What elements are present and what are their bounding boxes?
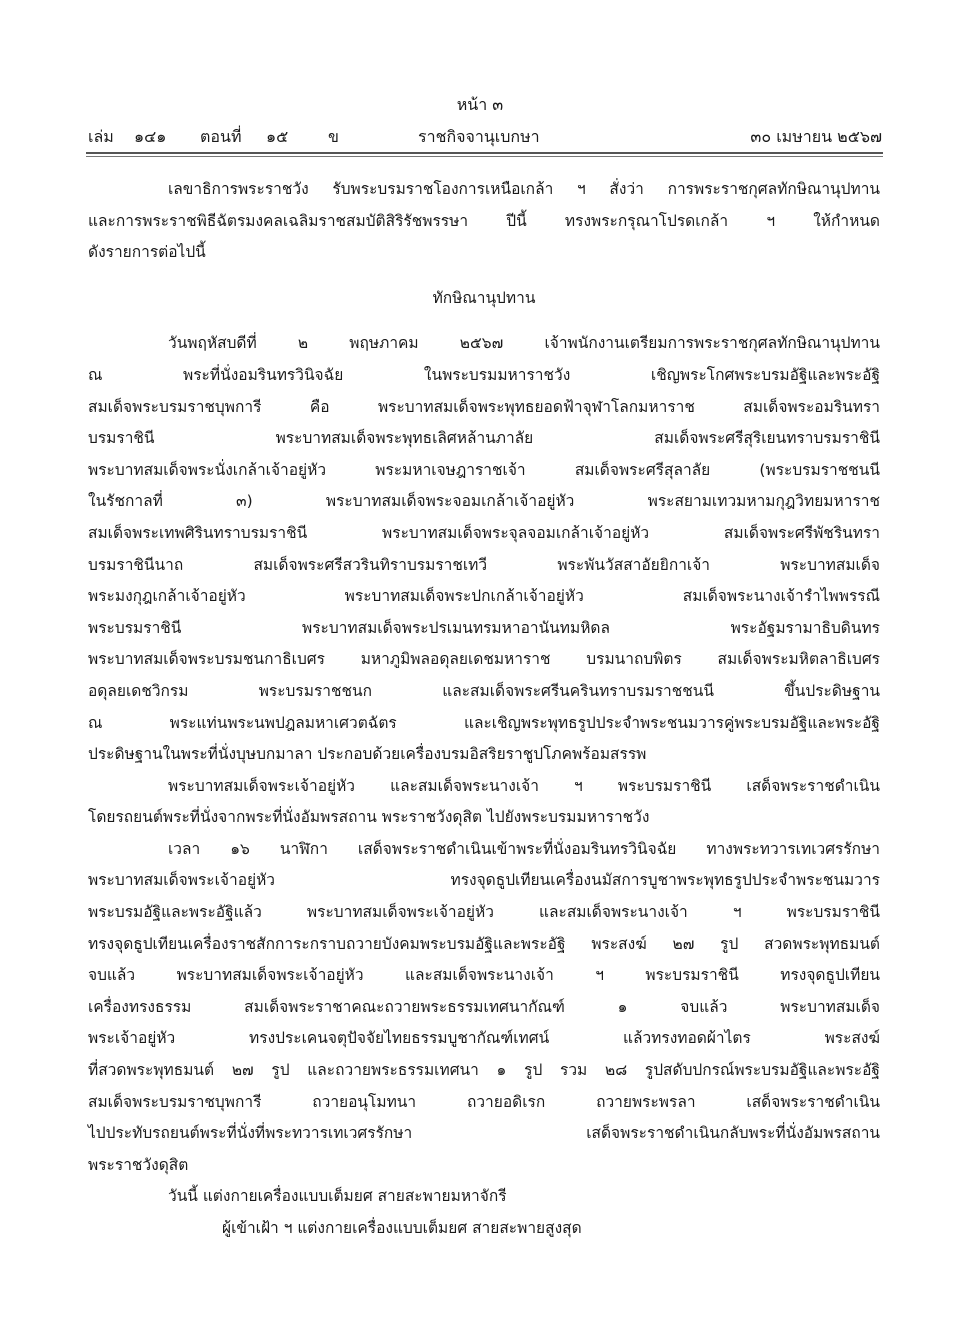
gazette-header <box>88 126 882 148</box>
paragraph-royal-procession <box>88 771 880 834</box>
text-line: อดุลยเดชวิกรม พระบรมราชชนก และสมเด็จพระศรีนครินทราบรมราชชนนี ขึ้นประดิษฐาน <box>88 681 880 700</box>
dress-code-today: วันนี้ แต่งกายเครื่องแบบเต็มยศ สายสะพายมหาจักรี <box>168 1187 507 1206</box>
document-body <box>88 174 880 1245</box>
publication-date: ๓๐ เมษายน ๒๕๖๗ <box>750 127 882 146</box>
text-line: เลขาธิการพระราชวัง รับพระบรมราชโองการเหนือเกล้า ฯ สั่งว่า การพระราชกุศลทักษิณานุปทาน <box>168 180 880 198</box>
volume-label: เล่ม <box>88 127 114 146</box>
text-line: ประดิษฐานในพระที่นั่งบุษบกมาลา ประกอบด้วยเครื่องบรมอิสริยราชูปโภคพร้อมสรรพ <box>88 745 647 764</box>
text-line: พระเจ้าอยู่หัว ทรงประเคนจตุปัจจัยไทยธรรมบูชากัณฑ์เทศน์ แล้วทรงทอดผ้าไตร พระสงฆ์ <box>88 1029 880 1048</box>
section-title: ทักษิณานุปทาน <box>432 288 536 307</box>
header-double-rule <box>86 152 883 157</box>
text-line: พระบาทสมเด็จพระบรมชนกาธิเบศร มหาภูมิพลอดุลยเดชมหาราช บรมนาถบพิตร สมเด็จพระมหิตลาธิเบศร <box>88 650 880 669</box>
issue-number: ๑๕ <box>266 127 289 146</box>
text-line: เครื่องทรงธรรม สมเด็จพระราชาคณะถวายพระธรรมเทศนากัณฑ์ ๑ จบแล้ว พระบาทสมเด็จ <box>88 997 880 1016</box>
text-line: สมเด็จพระบรมราชบุพการี คือ พระบาทสมเด็จพระพุทธยอดฟ้าจุฬาโลกมหาราช สมเด็จพระอมรินทรา <box>88 397 880 416</box>
issue-label: ตอนที่ <box>200 127 242 146</box>
text-line: พระราชวังดุสิต <box>88 1155 189 1174</box>
text-line: บรมราชินี พระบาทสมเด็จพระพุทธเลิศหล้านภาลัย สมเด็จพระศรีสุริเยนทราบรมราชินี <box>88 429 880 448</box>
section-letter: ข <box>328 127 339 146</box>
text-line: ในรัชกาลที่ ๓) พระบาทสมเด็จพระจอมเกล้าเจ้าอยู่หัว พระสยามเทวมหามกุฎวิทยมหาราช <box>88 492 880 511</box>
text-line: พระบาทสมเด็จพระเจ้าอยู่หัว ทรงจุดธูปเทียนเครื่องนมัสการบูชาพระพุทธรูปประจำพระชนมวาร <box>88 871 880 890</box>
text-line: ไปประทับรถยนต์พระที่นั่งที่พระทวารเทเวศรรักษา เสด็จพระราชดำเนินกลับพระที่นั่งอัมพรสถาน <box>88 1124 880 1143</box>
paragraph-ceremony-proceedings <box>88 834 880 1182</box>
text-line: สมเด็จพระบรมราชบุพการี ถวายอนุโมทนา ถวายอดิเรก ถวายพระพรลา เสด็จพระราชดำเนิน <box>88 1092 880 1111</box>
text-line: ณ พระที่นั่งอมรินทรวินิจฉัย ในพระบรมมหาราชวัง เชิญพระโกศพระบรมอัฐิและพระอัฐิ <box>88 365 880 384</box>
text-line: จบแล้ว พระบาทสมเด็จพระเจ้าอยู่หัว และสมเด็จพระนางเจ้า ฯ พระบรมราชินี ทรงจุดธูปเทียน <box>88 966 880 985</box>
text-line: ที่สวดพระพุทธมนต์ ๒๗ รูป และถวายพระธรรมเทศนา ๑ รูป รวม ๒๘ รูปสดับปกรณ์พระบรมอัฐิและพระอัฐิ <box>88 1061 880 1080</box>
page-number: หน้า ๓ <box>456 95 504 114</box>
dress-code-attendees: ผู้เข้าเฝ้า ฯ แต่งกายเครื่องแบบเต็มยศ สายสะพายสูงสุด <box>222 1219 582 1237</box>
text-line: บรมราชินีนาถ สมเด็จพระศรีสวรินทิราบรมราชเทวี พระพันวัสสาอัยยิกาเจ้า พระบาทสมเด็จ <box>88 555 880 574</box>
dress-code <box>88 1181 880 1244</box>
text-line: ณ พระแท่นพระนพปฎลมหาเศวตฉัตร และเชิญพระพุทธรูปประจำพระชนมวารคู่พระบรมอัฐิและพระอัฐิ <box>88 713 880 732</box>
text-line: วันพฤหัสบดีที่ ๒ พฤษภาคม ๒๕๖๗ เจ้าพนักงานเตรียมการพระราชกุศลทักษิณานุปทาน <box>168 334 880 353</box>
text-line: พระบรมอัฐิและพระอัฐิแล้ว พระบาทสมเด็จพระเจ้าอยู่หัว และสมเด็จพระนางเจ้า ฯ พระบรมราชินี <box>88 903 880 922</box>
volume-number: ๑๔๑ <box>134 127 167 146</box>
text-line: ดังรายการต่อไปนี้ <box>88 243 206 262</box>
intro-paragraph <box>88 174 880 269</box>
text-line: เวลา ๑๖ นาฬิกา เสด็จพระราชดำเนินเข้าพระที่นั่งอมรินทรวินิจฉัย ทางพระทวารเทเวศรรักษา <box>168 839 880 858</box>
text-line: ทรงจุดธูปเทียนเครื่องราชสักการะกราบถวายบังคมพระบรมอัฐิและพระอัฐิ พระสงฆ์ ๒๗ รูป สวดพระพุทธมนต์ <box>88 934 880 953</box>
gazette-name: ราชกิจจานุเบกษา <box>418 127 540 146</box>
text-line: พระมงกุฎเกล้าเจ้าอยู่หัว พระบาทสมเด็จพระปกเกล้าเจ้าอยู่หัว สมเด็จพระนางเจ้ารำไพพรรณี <box>88 587 880 606</box>
paragraph-ceremony-setup <box>88 328 880 770</box>
text-line: พระบรมราชินี พระบาทสมเด็จพระปรเมนทรมหาอานันทมหิดล พระอัฐมรามาธิบดินทร <box>88 618 880 637</box>
text-line: และการพระราชพิธีฉัตรมงคลเฉลิมราชสมบัติสิริรัชพรรษา ปีนี้ ทรงพระกรุณาโปรดเกล้า ฯ ให้กำหนด <box>88 211 880 230</box>
text-line: พระบาทสมเด็จพระนั่งเกล้าเจ้าอยู่หัว พระมหาเจษฎาราชเจ้า สมเด็จพระศรีสุลาลัย (พระบรมราชชนนี <box>88 460 880 479</box>
text-line: สมเด็จพระเทพศิรินทราบรมราชินี พระบาทสมเด็จพระจุลจอมเกล้าเจ้าอยู่หัว สมเด็จพระศรีพัชรินทรา <box>88 523 880 542</box>
text-line: โดยรถยนต์พระที่นั่งจากพระที่นั่งอัมพรสถาน พระราชวังดุสิต ไปยังพระบรมมหาราชวัง <box>88 808 650 827</box>
text-line: พระบาทสมเด็จพระเจ้าอยู่หัว และสมเด็จพระนางเจ้า ฯ พระบรมราชินี เสด็จพระราชดำเนิน <box>168 776 880 795</box>
